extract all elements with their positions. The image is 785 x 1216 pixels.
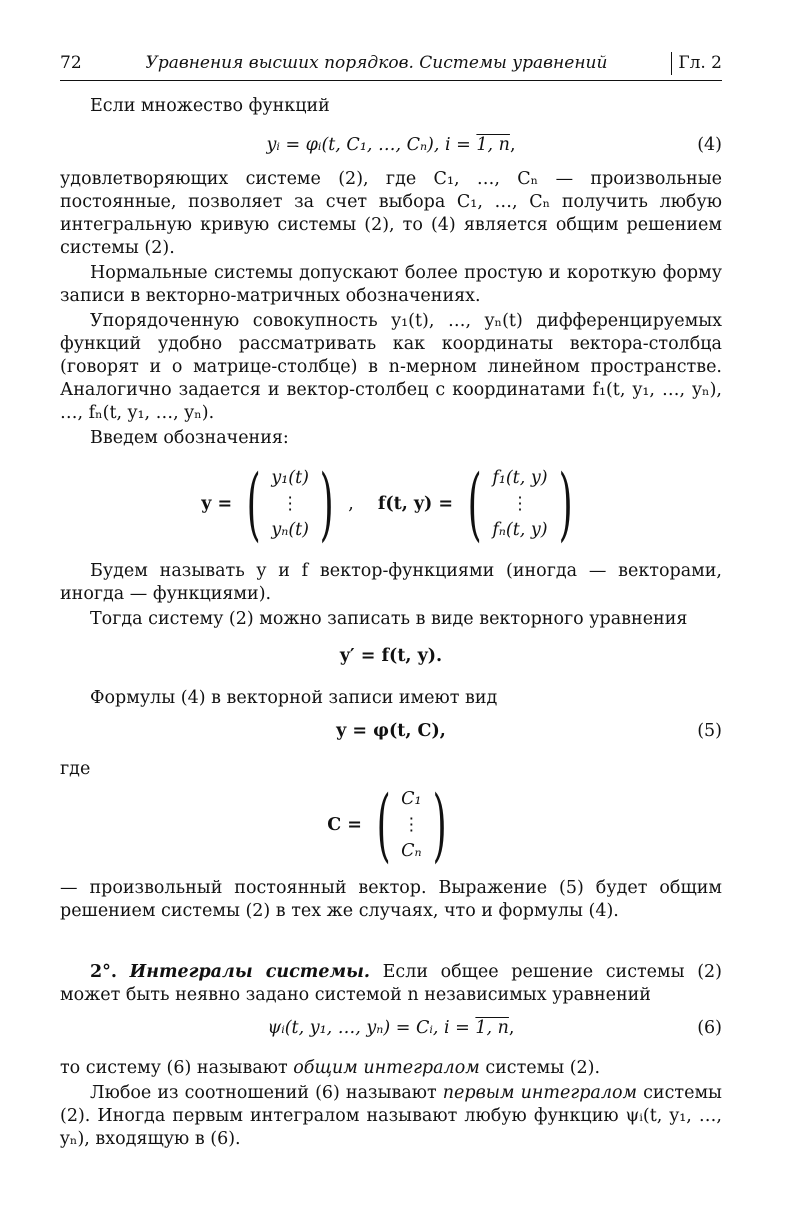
c-vector-matrix <box>368 778 455 871</box>
equation-4-formula: yᵢ = φᵢ(t, C₁, …, Cₙ), i = <box>266 135 477 155</box>
c-vector-top: C₁ <box>401 789 422 809</box>
paragraph-10: — произвольный постоянный вектор. Выражение (5) будет общим решением системы (2) в тех же случаях, что и формулы (4). <box>60 878 722 921</box>
equation-4-tail: , <box>509 135 516 155</box>
page-header <box>60 52 722 81</box>
paragraph-5: Введем обозначения: <box>90 428 289 448</box>
vector-equation-formula: y′ = f(t, y). <box>339 646 443 666</box>
equation-5-formula: y = φ(t, C), <box>336 721 446 741</box>
left-paren: ( <box>467 457 482 550</box>
equation-6-number: (6) <box>697 1018 722 1038</box>
y-vector-matrix <box>238 457 342 550</box>
equation-6-tail: , <box>508 1018 515 1038</box>
equation-4-number: (4) <box>697 135 722 155</box>
equation-6-range: 1, n <box>475 1018 509 1038</box>
paragraph-6: Будем называть y и f вектор-функциями (иногда — векторами, иногда — функциями). <box>60 561 722 604</box>
running-title: Уравнения высших порядков. Системы уравнений <box>145 53 608 73</box>
vector-separator: , <box>348 493 354 514</box>
chapter-label: Гл. 2 <box>671 52 722 75</box>
c-vector-bottom: Cₙ <box>401 841 422 861</box>
right-paren: ) <box>319 457 334 550</box>
paragraph-9: где <box>60 759 91 779</box>
y-vector-top: y₁(t) <box>271 468 309 488</box>
equation-4-range: 1, n <box>476 135 510 155</box>
section-2-text: Если общее решение системы (2) может быть неявно задано системой n независимых уравнений <box>60 962 722 1005</box>
right-paren: ) <box>558 457 573 550</box>
f-vector-bottom: fₙ(t, y) <box>492 520 548 540</box>
section-2-paragraph <box>60 961 722 1007</box>
equation-5 <box>60 720 722 750</box>
paragraph-8: Формулы (4) в векторной записи имеют вид <box>90 688 498 708</box>
paragraph-2: удовлетворяющих системе (2), где C₁, …, Cₙ — произвольные постоянные, позволяет за счет выбора C₁, …, Cₙ получить любую интегральную кривую системы (2), то (4) является общим решением системы (2). <box>60 169 722 258</box>
f-vector-dots: ⋮ <box>511 494 529 514</box>
paragraph-12-end: системы (2). Иногда первым интегралом называют любую функцию ψᵢ(t, y₁, …, yₙ), входящую в (6). <box>60 1083 722 1149</box>
y-vector-bottom: yₙ(t) <box>271 520 310 540</box>
section-2-title: Интегралы системы. <box>129 962 370 982</box>
paragraph-1: Если множество функций <box>90 96 330 116</box>
f-vector-matrix <box>459 457 581 550</box>
section-2-number: 2°. <box>90 962 118 982</box>
right-paren: ) <box>432 778 447 871</box>
f-vector-top: f₁(t, y) <box>492 468 548 488</box>
paragraph-11-start: то систему (6) называют <box>60 1058 294 1078</box>
paragraph-12 <box>60 1082 722 1151</box>
y-vector-lhs: y = <box>201 493 233 514</box>
paragraph-4: Упорядоченную совокупность y₁(t), …, yₙ(t) дифференцируемых функций удобно рассматривать как координаты вектора-столбца (говорят и о матрице-столбце) в n-мерном линейном пространстве. Аналогично задается и вектор-столбец с координатами f₁(t, y₁, …, yₙ), …, fₙ(t, y₁, …, yₙ). <box>60 311 722 423</box>
equation-6-formula: ψᵢ(t, y₁, …, yₙ) = Cᵢ, i = <box>267 1018 476 1038</box>
vector-definitions <box>60 456 722 552</box>
c-vector-dots: ⋮ <box>402 815 421 835</box>
left-paren: ( <box>376 778 391 871</box>
paragraph-11-end: системы (2). <box>479 1058 601 1078</box>
vector-equation <box>60 645 722 675</box>
paragraph-12-start: Любое из соотношений (6) называют <box>90 1083 443 1103</box>
equation-6 <box>60 1017 722 1047</box>
f-vector-lhs: f(t, y) = <box>377 493 454 514</box>
left-paren: ( <box>246 457 261 550</box>
paragraph-7: Тогда систему (2) можно записать в виде векторного уравнения <box>90 609 688 629</box>
c-vector-definition <box>60 778 722 871</box>
y-vector-dots: ⋮ <box>281 494 299 514</box>
page <box>60 52 722 1151</box>
term-general-integral: общим интегралом <box>293 1058 480 1078</box>
equation-4 <box>60 134 722 164</box>
page-number: 72 <box>60 53 82 73</box>
paragraph-3: Нормальные системы допускают более простую и короткую форму записи в векторно-матричных обозначениях. <box>60 263 722 306</box>
c-vector-lhs: C = <box>327 814 362 835</box>
term-first-integral: первым интегралом <box>442 1083 638 1103</box>
equation-5-number: (5) <box>697 721 722 741</box>
paragraph-11 <box>60 1057 722 1080</box>
